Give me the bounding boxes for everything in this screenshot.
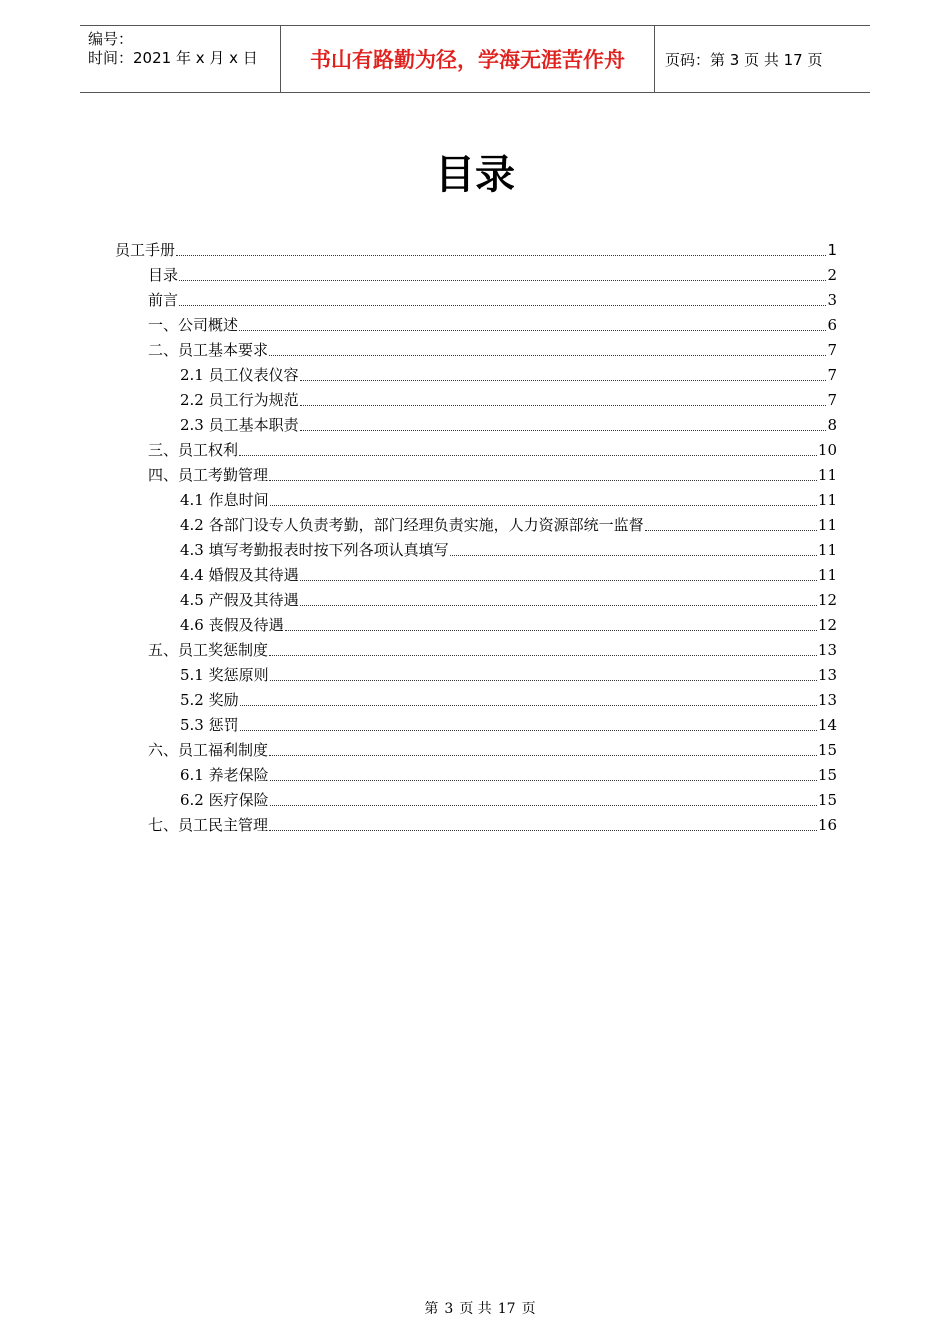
toc-entry-label: 2.1 员工仪表仪容: [180, 366, 299, 384]
toc-entry[interactable]: [115, 538, 837, 563]
toc-leader-dots: [645, 530, 817, 531]
toc-leader-dots: [176, 255, 826, 256]
header-motto: 书山有路勤为径，学海无涯苦作舟: [281, 26, 655, 92]
toc-entry-label: 4.5 产假及其待遇: [180, 591, 299, 609]
toc-entry-page: 13: [817, 666, 837, 684]
toc-entry[interactable]: [115, 763, 837, 788]
toc-entry-label: 四、员工考勤管理: [148, 466, 269, 484]
toc-entry-label: 一、公司概述: [148, 316, 239, 334]
toc-entry[interactable]: [115, 238, 837, 263]
toc-leader-dots: [269, 830, 817, 831]
toc-entry-page: 16: [817, 816, 837, 834]
toc-leader-dots: [179, 305, 826, 306]
toc-leader-dots: [269, 480, 817, 481]
toc-entry[interactable]: [115, 463, 837, 488]
toc-entry-page: 7: [827, 341, 837, 359]
toc-entry-page: 3: [827, 291, 837, 309]
toc-entry[interactable]: [115, 363, 837, 388]
toc-entry[interactable]: [115, 263, 837, 288]
toc-leader-dots: [270, 680, 817, 681]
table-of-contents: [115, 238, 837, 838]
toc-entry[interactable]: [115, 588, 837, 613]
toc-entry-page: 11: [817, 491, 837, 509]
toc-entry[interactable]: [115, 388, 837, 413]
toc-leader-dots: [240, 730, 817, 731]
toc-leader-dots: [285, 630, 817, 631]
footer-prefix: 第: [424, 1301, 439, 1317]
toc-leader-dots: [300, 380, 827, 381]
toc-entry-page: 11: [817, 541, 837, 559]
toc-entry-page: 11: [817, 566, 837, 584]
footer-total-pages: 17: [497, 1301, 516, 1317]
toc-entry-label: 5.3 惩罚: [180, 716, 239, 734]
toc-entry-label: 4.2 各部门设专人负责考勤，部门经理负责实施，人力资源部统一监督: [180, 516, 644, 534]
page-header: [80, 25, 870, 93]
toc-entry-page: 7: [827, 366, 837, 384]
toc-leader-dots: [300, 580, 817, 581]
toc-entry[interactable]: [115, 613, 837, 638]
toc-entry-label: 目录: [148, 266, 179, 284]
toc-leader-dots: [270, 805, 817, 806]
footer-current-page: 3: [444, 1301, 454, 1317]
toc-leader-dots: [450, 555, 817, 556]
toc-entry-page: 13: [817, 641, 837, 659]
toc-leader-dots: [239, 455, 817, 456]
toc-entry-label: 二、员工基本要求: [148, 341, 269, 359]
toc-entry-page: 2: [827, 266, 837, 284]
toc-entry-label: 七、员工民主管理: [148, 816, 269, 834]
toc-entry[interactable]: [115, 738, 837, 763]
serial-number-label: 编号：: [88, 30, 134, 48]
toc-leader-dots: [269, 655, 817, 656]
footer-suffix: 页: [521, 1301, 536, 1317]
toc-entry-label: 4.4 婚假及其待遇: [180, 566, 299, 584]
toc-entry[interactable]: [115, 688, 837, 713]
toc-entry-label: 4.1 作息时间: [180, 491, 269, 509]
toc-entry[interactable]: [115, 288, 837, 313]
footer-mid: 页 共: [459, 1301, 492, 1317]
toc-entry-page: 15: [817, 766, 837, 784]
toc-leader-dots: [270, 505, 817, 506]
toc-leader-dots: [300, 405, 827, 406]
toc-entry[interactable]: [115, 788, 837, 813]
toc-entry-label: 6.2 医疗保险: [180, 791, 269, 809]
toc-entry-label: 2.3 员工基本职责: [180, 416, 299, 434]
toc-leader-dots: [300, 605, 817, 606]
toc-leader-dots: [240, 705, 817, 706]
toc-entry[interactable]: [115, 638, 837, 663]
toc-entry[interactable]: [115, 438, 837, 463]
toc-entry-page: 12: [817, 616, 837, 634]
toc-leader-dots: [269, 755, 817, 756]
toc-entry-page: 14: [817, 716, 837, 734]
toc-entry-page: 11: [817, 516, 837, 534]
toc-entry-page: 8: [827, 416, 837, 434]
toc-entry-label: 6.1 养老保险: [180, 766, 269, 784]
page-footer: [0, 1298, 950, 1318]
toc-entry-label: 5.1 奖惩原则: [180, 666, 269, 684]
toc-entry-page: 7: [827, 391, 837, 409]
toc-entry-page: 11: [817, 466, 837, 484]
page-title: 目录: [435, 152, 515, 198]
toc-entry-page: 15: [817, 791, 837, 809]
toc-entry-label: 六、员工福利制度: [148, 741, 269, 759]
toc-entry-page: 6: [827, 316, 837, 334]
toc-entry-label: 4.6 丧假及待遇: [180, 616, 284, 634]
toc-entry[interactable]: [115, 563, 837, 588]
toc-leader-dots: [300, 430, 827, 431]
toc-entry-page: 10: [817, 441, 837, 459]
toc-entry-page: 13: [817, 691, 837, 709]
toc-entry-label: 2.2 员工行为规范: [180, 391, 299, 409]
toc-entry-label: 员工手册: [115, 241, 176, 259]
toc-entry[interactable]: [115, 313, 837, 338]
toc-entry[interactable]: [115, 713, 837, 738]
time-label: 时间：2021 年 x 月 x 日: [88, 49, 258, 67]
toc-leader-dots: [270, 780, 817, 781]
toc-entry[interactable]: [115, 663, 837, 688]
toc-entry-label: 前言: [148, 291, 179, 309]
header-page-code: 页码：第 3 页 共 17 页: [665, 50, 823, 69]
toc-entry[interactable]: [115, 338, 837, 363]
toc-leader-dots: [269, 355, 826, 356]
toc-entry-label: 5.2 奖励: [180, 691, 239, 709]
toc-entry[interactable]: [115, 513, 837, 538]
toc-leader-dots: [239, 330, 826, 331]
toc-entry-page: 15: [817, 741, 837, 759]
toc-entry-page: 1: [827, 241, 837, 259]
toc-entry-label: 4.3 填写考勤报表时按下列各项认真填写: [180, 541, 449, 559]
toc-entry-label: 三、员工权利: [148, 441, 239, 459]
toc-entry-page: 12: [817, 591, 837, 609]
toc-entry[interactable]: [115, 413, 837, 438]
toc-entry[interactable]: [115, 813, 837, 838]
toc-leader-dots: [179, 280, 826, 281]
toc-entry-label: 五、员工奖惩制度: [148, 641, 269, 659]
header-meta: [80, 26, 281, 92]
toc-entry[interactable]: [115, 488, 837, 513]
